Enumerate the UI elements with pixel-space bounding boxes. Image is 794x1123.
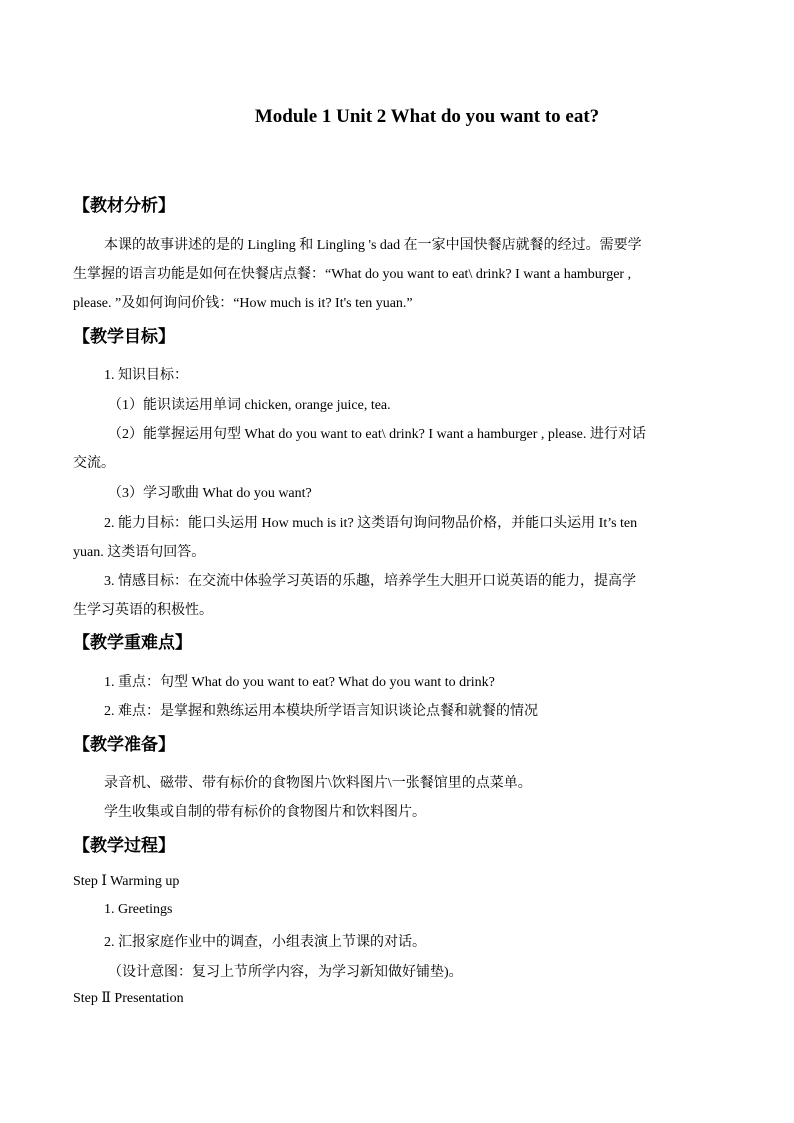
analysis-line-1: 本课的故事讲述的是的 Lingling 和 Lingling 's dad 在一家中国快餐店就餐的经过。需要学 [104, 238, 642, 253]
heading-process: 【教学过程】 [73, 836, 175, 856]
preparation-line-1: 录音机、磁带、带有标价的食物图片\饮料图片\一张餐馆里的点菜单。 [104, 776, 532, 791]
preparation-line-2: 学生收集或自制的带有标价的食物图片和饮料图片。 [104, 805, 426, 820]
process-line-1: 1. Greetings [104, 902, 173, 917]
heading-preparation: 【教学准备】 [73, 735, 175, 755]
heading-analysis: 【教材分析】 [73, 196, 175, 216]
process-line-3: （设计意图：复习上节所学内容，为学习新知做好铺垫)。 [108, 965, 463, 980]
process-step-2: Step Ⅱ Presentation [73, 991, 184, 1006]
goals-line-4: 交流。 [73, 456, 115, 471]
heading-goals: 【教学目标】 [73, 327, 175, 347]
goals-line-8: 3. 情感目标：在交流中体验学习英语的乐趣，培养学生大胆开口说英语的能力，提高学 [104, 574, 636, 589]
goals-line-9: 生学习英语的积极性。 [73, 603, 213, 618]
keypoints-line-1: 1. 重点：句型 What do you want to eat? What do you want to drink? [104, 675, 495, 690]
analysis-line-2: 生掌握的语言功能是如何在快餐店点餐：“What do you want to eat\ drink? I want a hamburger , [73, 267, 632, 282]
goals-line-1: 1. 知识目标： [104, 368, 188, 383]
goals-line-3: （2）能掌握运用句型 What do you want to eat\ drink? I want a hamburger , please. 进行对话 [108, 427, 646, 442]
process-line-2: 2. 汇报家庭作业中的调查，小组表演上节课的对话。 [104, 935, 426, 950]
process-step-1: Step Ⅰ Warming up [73, 874, 180, 889]
keypoints-line-2: 2. 难点：是掌握和熟练运用本模块所学语言知识谈论点餐和就餐的情况 [104, 704, 538, 719]
goals-line-5: （3）学习歌曲 What do you want? [108, 486, 312, 501]
heading-keypoints: 【教学重难点】 [73, 633, 192, 653]
goals-line-7: yuan. 这类语句回答。 [73, 545, 206, 560]
goals-line-6: 2. 能力目标：能口头运用 How much is it? 这类语句询问物品价格，并能口头运用 It’s ten [104, 516, 638, 531]
document-title: Module 1 Unit 2 What do you want to eat? [254, 106, 600, 127]
analysis-line-3: please. ”及如何询问价钱：“How much is it? It's ten yuan.” [73, 296, 413, 311]
goals-line-2: （1）能识读运用单词 chicken, orange juice, tea. [108, 398, 391, 413]
